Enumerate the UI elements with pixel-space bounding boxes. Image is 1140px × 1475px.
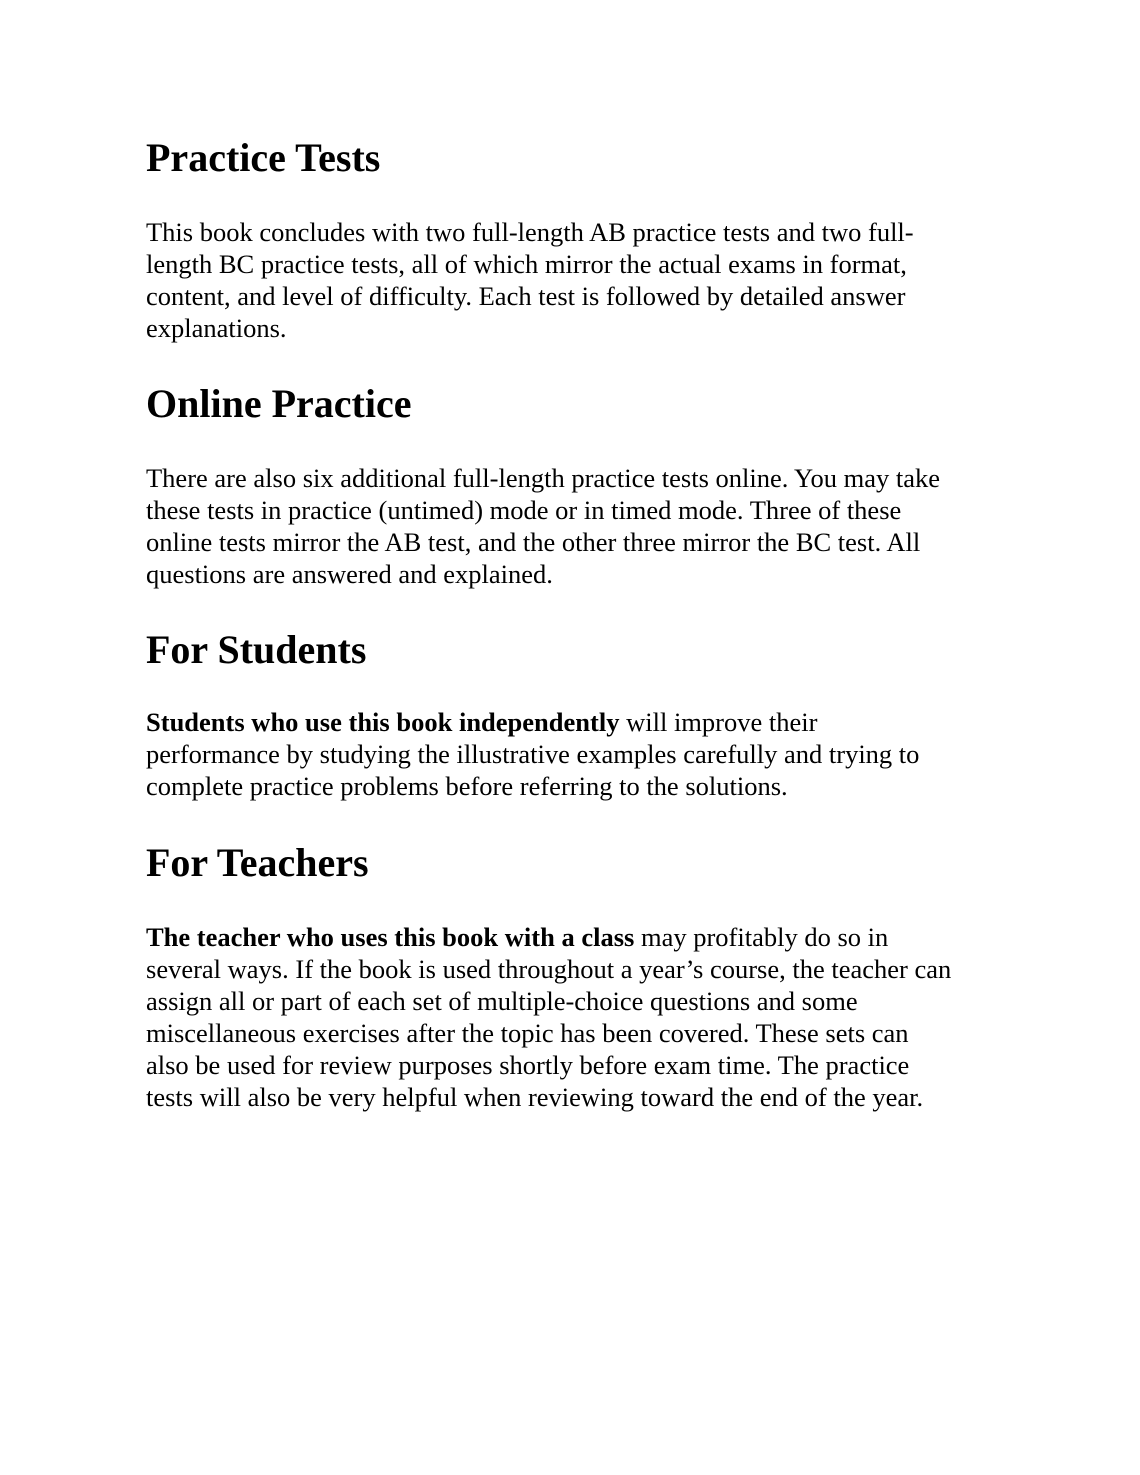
text-line: assign all or part of each set of multiple-choice questions and some xyxy=(146,986,858,1016)
text-line: performance by studying the illustrative examples carefully and trying to xyxy=(146,739,920,769)
heading-online-practice: Online Practice xyxy=(146,381,412,426)
text-line xyxy=(146,706,1006,738)
text-rest: will improve their xyxy=(619,707,818,737)
text-line: There are also six additional full-length practice tests online. You may take xyxy=(146,463,941,493)
bold-lead-teachers: The teacher who uses this book with a class xyxy=(146,922,635,952)
paragraph-online-practice xyxy=(146,462,1006,590)
heading-for-teachers: For Teachers xyxy=(146,840,369,885)
bold-lead-students: Students who use this book independently xyxy=(146,707,620,737)
text-line: length BC practice tests, all of which mirror the actual exams in format, xyxy=(146,249,907,279)
text-line: these tests in practice (untimed) mode or in timed mode. Three of these xyxy=(146,495,902,525)
text-line xyxy=(146,921,1006,953)
paragraph-practice-tests xyxy=(146,216,1006,344)
text-line: complete practice problems before referring to the solutions. xyxy=(146,771,788,801)
text-line: several ways. If the book is used throughout a year’s course, the teacher can xyxy=(146,954,952,984)
paragraph-for-students xyxy=(146,706,1006,802)
text-line: also be used for review purposes shortly before exam time. The practice xyxy=(146,1050,910,1080)
text-line: content, and level of difficulty. Each test is followed by detailed answer xyxy=(146,281,906,311)
text-line: questions are answered and explained. xyxy=(146,559,553,589)
text-line: explanations. xyxy=(146,313,287,343)
heading-for-students: For Students xyxy=(146,627,367,672)
text-line: tests will also be very helpful when reviewing toward the end of the year. xyxy=(146,1082,924,1112)
text-rest: may profitably do so in xyxy=(634,922,889,952)
text-line: miscellaneous exercises after the topic has been covered. These sets can xyxy=(146,1018,909,1048)
text-line: This book concludes with two full-length AB practice tests and two full- xyxy=(146,217,914,247)
paragraph-for-teachers xyxy=(146,921,1006,1113)
heading-practice-tests: Practice Tests xyxy=(146,135,381,180)
text-line: online tests mirror the AB test, and the other three mirror the BC test. All xyxy=(146,527,921,557)
